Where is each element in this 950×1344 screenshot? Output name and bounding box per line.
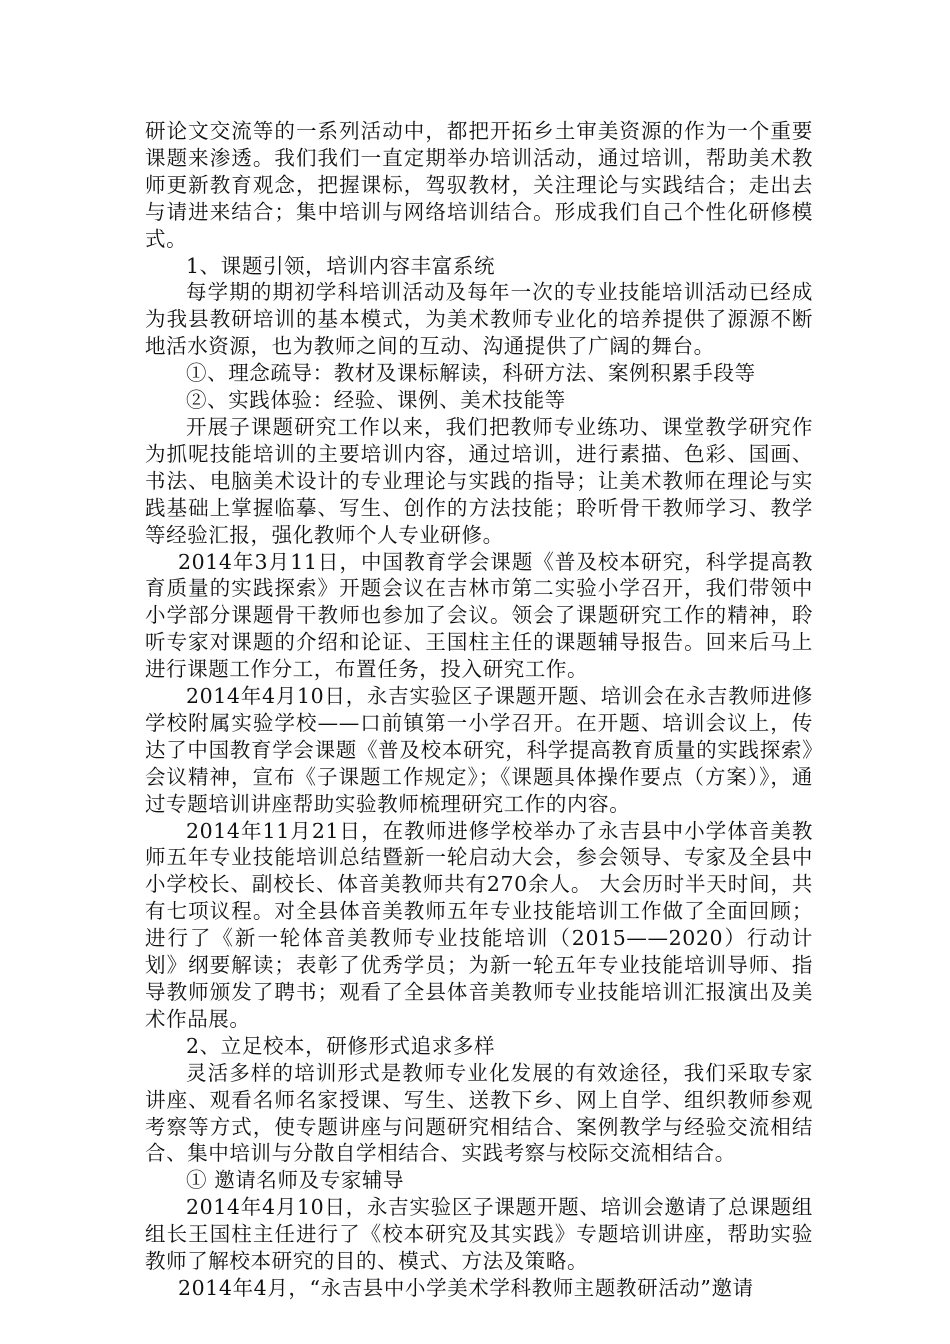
section-heading-1: 1、课题引领，培训内容丰富系统 [186, 253, 496, 278]
paragraph-2014-03-11: 2014年3月11日，中国教育学会课题《普及校本研究，科学提高教育质量的实践探索》开题会议在吉林市第二实验小学召开，我们带领中小学部分课题骨干教师也参加了会议。领会了课题研究工作的精神，聆听专家对课题的介绍和论证、王国柱主任的课题辅导报告。回来后马上进行课题工作分工，布置任务，投入研究工作。 [145, 549, 813, 682]
list-item-practice: ②、实践体验：经验、课例、美术技能等 [186, 388, 566, 413]
paragraph-skill-training: 开展子课题研究工作以来，我们把教师专业练功、课堂教学研究作为抓呢技能培训的主要培训内容，通过培训，进行素描、色彩、国画、书法、电脑美术设计的专业理论与实践的指导；让美术教师在理论与实践基础上掌握临摹、写生、创作的方法技能；聆听骨干教师学习、教学等经验汇报，强化教师个人专业研修。 [145, 414, 813, 547]
paragraph-2014-04-activity: 2014年4月，“永吉县中小学美术学科教师主题教研活动”邀请 [178, 1275, 754, 1300]
document-body [145, 118, 813, 1302]
paragraph-2014-04-10-lecture: 2014年4月10日，永吉实验区子课题开题、培训会邀请了总课题组组长王国柱主任进行了《校本研究及其实践》专题培训讲座，帮助实验教师了解校本研究的目的、模式、方法及策略。 [145, 1195, 813, 1274]
section-heading-2: 2、立足校本，研修形式追求多样 [186, 1033, 496, 1058]
list-item-invite-experts: ① 邀请名师及专家辅导 [186, 1168, 405, 1193]
paragraph-2014-11-21: 2014年11月21日，在教师进修学校举办了永吉县中小学体音美教师五年专业技能培训总结暨新一轮启动大会，参会领导、专家及全县中小学校长、副校长、体音美教师共有270余人。 大会历时半天时间，共有七项议程。对全县体音美教师五年专业技能培训工作做了全面回顾；进行了《新一轮体音美教师专业技能培训（2015——2020）行动计划》纲要解读；表彰了优秀学员；为新一轮五年专业技能培训导师、指导教师颁发了聘书；观看了全县体音美教师专业技能培训汇报演出及美术作品展。 [145, 818, 813, 1031]
paragraph-intro-continued: 研论文交流等的一系列活动中，都把开拓乡土审美资源的作为一个重要课题来渗透。我们我们一直定期举办培训活动，通过培训，帮助美术教师更新教育观念，把握课标，驾驭教材，关注理论与实践结合；走出去与请进来结合；集中培训与网络培训结合。形成我们自己个性化研修模式。 [145, 119, 813, 251]
paragraph-training-forms: 灵活多样的培训形式是教师专业化发展的有效途径，我们采取专家讲座、观看名师名家授课、写生、送教下乡、网上自学、组织教师参观考察等方式，使专题讲座与问题研究相结合、案例教学与经验交流相结合、集中培训与分散自学相结合、实践考察与校际交流相结合。 [145, 1060, 813, 1166]
list-item-concept: ①、理念疏导：教材及课标解读，科研方法、案例积累手段等 [186, 361, 756, 386]
paragraph-training-model: 每学期的期初学科培训活动及每年一次的专业技能培训活动已经成为我县教研培训的基本模式，为美术教师专业化的培养提供了源源不断地活水资源，也为教师之间的互动、沟通提供了广阔的舞台。 [145, 280, 813, 359]
paragraph-2014-04-10: 2014年4月10日，永吉实验区子课题开题、培训会在永吉教师进修学校附属实验学校——口前镇第一小学召开。在开题、培训会议上，传达了中国教育学会课题《普及校本研究，科学提高教育质量的实践探索》会议精神，宣布《子课题工作规定》；《课题具体操作要点（方案）》，通过专题培训讲座帮助实验教师梳理研究工作的内容。 [145, 684, 813, 816]
